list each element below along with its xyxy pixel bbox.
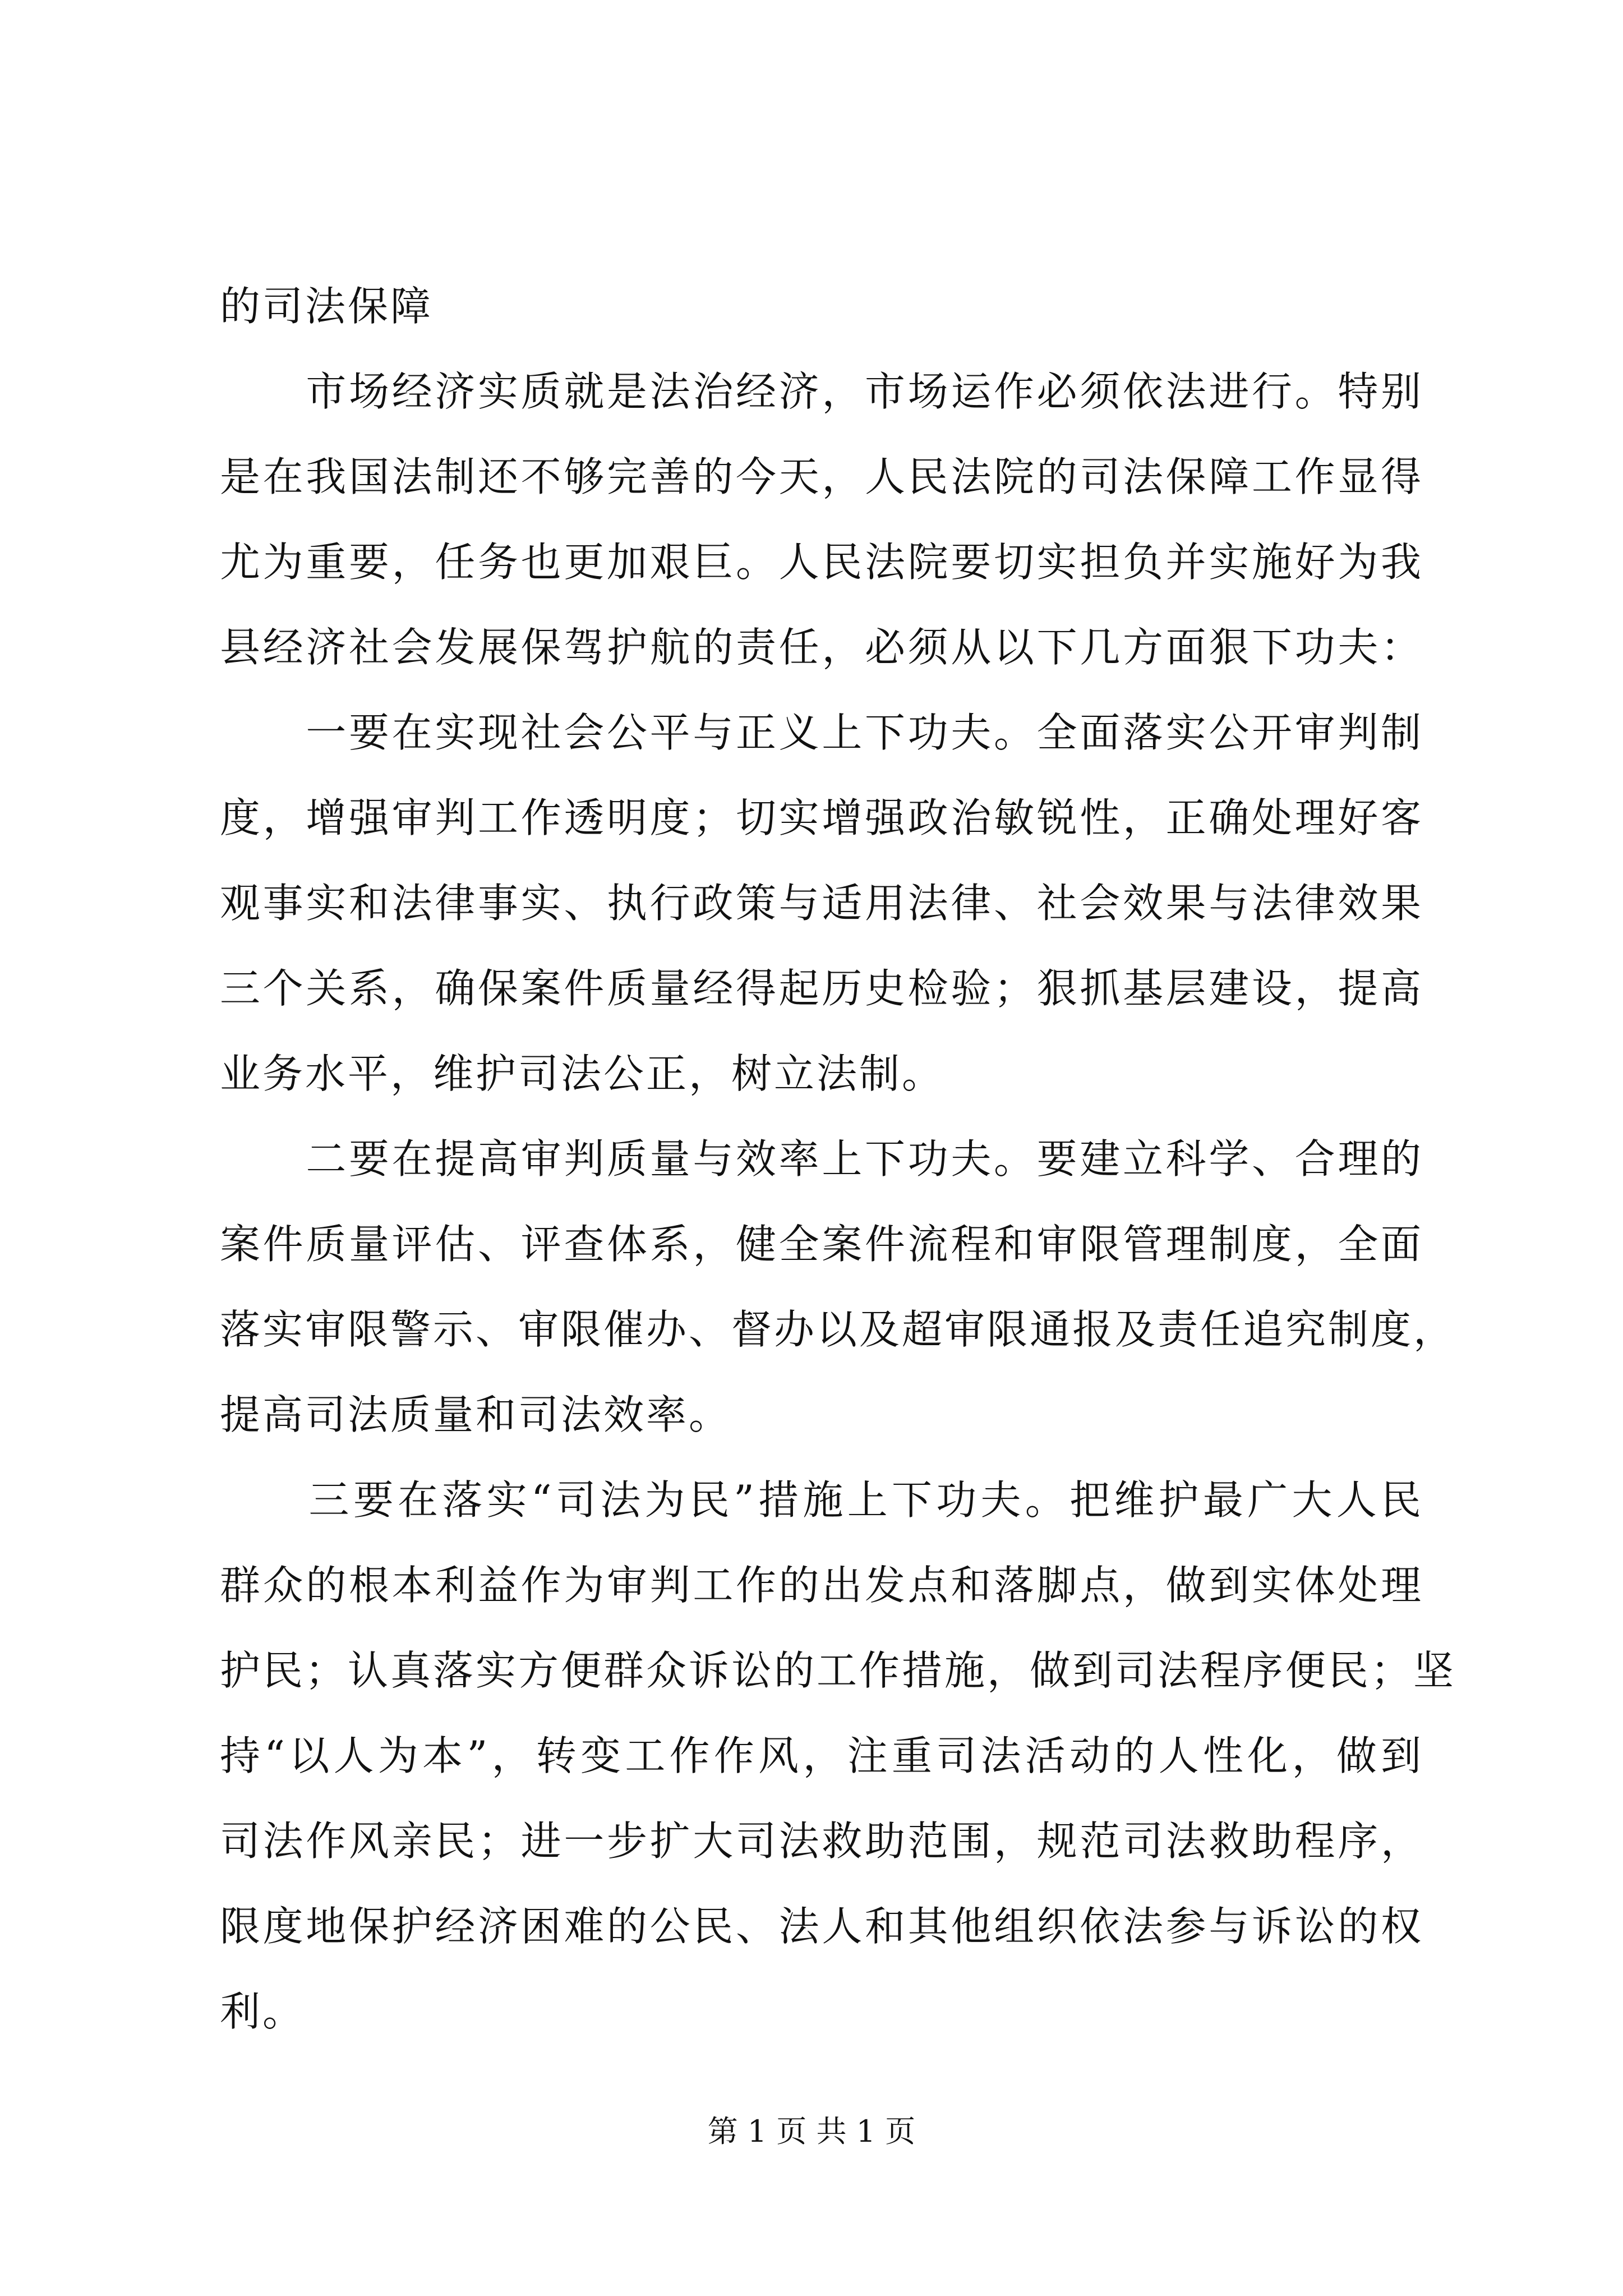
text-line: 三个关系，确保案件质量经得起历史检验；狠抓基层建设，提高 (220, 965, 1423, 1012)
text-line: 的司法保障 (220, 283, 434, 330)
text-line: 司法作风亲民；进一步扩大司法救助范围，规范司法救助程序， (220, 1818, 1423, 1865)
text-line: 观事实和法律事实、执行政策与适用法律、社会效果与法律效果 (220, 880, 1423, 927)
text-line: 是在我国法制还不够完善的今天，人民法院的司法保障工作显得 (220, 453, 1423, 500)
page-number-footer: 第 1 页 共 1 页 (707, 2114, 916, 2149)
text-line: 县经济社会发展保驾护航的责任，必须从以下几方面狠下功夫： (220, 624, 1423, 671)
text-line: 市场经济实质就是法治经济，市场运作必须依法进行。特别 (220, 368, 1423, 415)
text-line: 利。 (220, 1988, 306, 2035)
text-line: 一要在实现社会公平与正义上下功夫。全面落实公开审判制 (220, 709, 1423, 756)
text-line: 持“以人为本”，转变工作作风，注重司法活动的人性化，做到 (220, 1732, 1423, 1779)
text-line: 三要在落实“司法为民”措施上下功夫。把维护最广大人民 (220, 1476, 1423, 1524)
text-line: 案件质量评估、评查体系，健全案件流程和审限管理制度，全面 (220, 1221, 1423, 1268)
text-line: 护民；认真落实方便群众诉讼的工作措施，做到司法程序便民；坚 (220, 1647, 1456, 1694)
text-line: 二要在提高审判质量与效率上下功夫。要建立科学、合理的 (220, 1135, 1423, 1182)
text-line: 落实审限警示、审限催办、督办以及超审限通报及责任追究制度， (220, 1306, 1456, 1353)
text-line: 限度地保护经济困难的公民、法人和其他组织依法参与诉讼的权 (220, 1903, 1423, 1950)
document-body (220, 264, 1456, 2054)
text-line: 群众的根本利益作为审判工作的出发点和落脚点，做到实体处理 (220, 1562, 1423, 1609)
text-line: 尤为重要，任务也更加艰巨。人民法院要切实担负并实施好为我 (220, 539, 1423, 586)
text-line: 提高司法质量和司法效率。 (220, 1391, 732, 1438)
text-line: 度，增强审判工作透明度；切实增强政治敏锐性，正确处理好客 (220, 794, 1423, 841)
text-line: 业务水平，维护司法公正，树立法制。 (220, 1050, 945, 1097)
